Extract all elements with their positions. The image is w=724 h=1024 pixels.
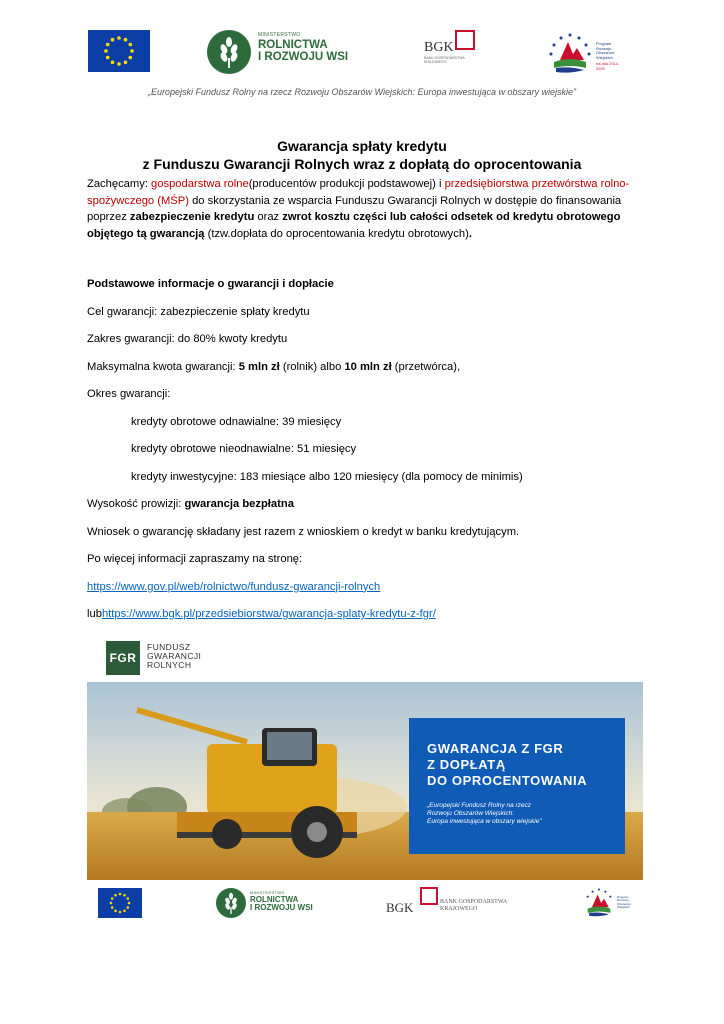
footer-ministry-text <box>250 891 330 912</box>
link-line-1 <box>87 579 642 607</box>
ministry-line2: I ROZWOJU WSI <box>258 50 349 63</box>
prow-emblem-icon <box>546 30 594 78</box>
intro-highlight-processing: przedsiębiorstwa przetwórstwa rolno-spożywczego (MŚP) <box>87 178 630 207</box>
banner-sub3: Europa inwestująca w obszary wiejskie” <box>427 818 542 825</box>
footer-ministry-line1: ROLNICTWA <box>250 895 299 904</box>
info-cel: Cel gwarancji: zabezpieczenie spłaty kredytu <box>87 305 310 318</box>
title-line2: z Funduszu Gwarancji Rolnych wraz z dopłatą do oprocentowania <box>142 156 582 172</box>
footer-prow-emblem-icon <box>582 886 616 920</box>
info-section <box>87 276 642 634</box>
bgk-square-icon <box>455 30 475 50</box>
prowizja-value: gwarancja bezpłatna <box>184 498 294 510</box>
ministry-small: MINISTERSTWO <box>258 32 301 38</box>
max-text-3: (przetwórca), <box>391 360 461 373</box>
title-line1: Gwarancja spłaty kredytu <box>277 138 447 154</box>
footer-ministry-wheat-icon <box>216 888 246 918</box>
footer-eu-flag-logo <box>98 888 142 918</box>
max-bold-2: 10 mln zł <box>344 360 392 373</box>
intro-text-2: (producentów produkcji podstawowej) i <box>248 178 445 190</box>
okres-item-3: kredyty inwestycyjne: 183 miesiące albo 120 miesięcy (dla pomocy de minimis) <box>131 470 523 483</box>
footer-ministry-line2: I ROZWOJU WSI <box>250 903 313 912</box>
okres-item-1: kredyty obrotowe odnawialne: 39 miesięcy <box>131 415 342 428</box>
footer-prow-text: Program Rozwoju Obszarów Wiejskich <box>617 895 631 910</box>
intro-text-1: Zachęcamy: <box>87 178 152 190</box>
intro-text-5: (tzw.dopłata do oprocentowania kredytu obrotowych) <box>204 227 469 240</box>
banner-line1: GWARANCJA Z FGR <box>427 741 564 756</box>
eu-flag-logo <box>88 30 150 72</box>
banner-blue-box <box>409 718 625 854</box>
info-zakres: Zakres gwarancji: do 80% kwoty kredytu <box>87 333 288 345</box>
bgk-logo-sub: BANK GOSPODARSTWA KRAJOWEGO <box>424 56 465 64</box>
prow-years: na lata 2014-2020 <box>596 61 620 71</box>
intro-paragraph <box>87 176 642 242</box>
bgk-logo-mark: BGK <box>424 40 454 55</box>
info-heading: Podstawowe informacje o gwarancji i dopłacie <box>87 278 334 290</box>
footer-bgk-square-icon <box>420 887 438 905</box>
banner-sub2: Rozwoju Obszarów Wiejskich: <box>427 810 514 817</box>
link-bgk[interactable]: https://www.bgk.pl/przedsiebiorstwa/gwarancja-splaty-kredytu-z-fgr/ <box>101 608 436 620</box>
fgr-l3: ROLNYCH <box>147 660 192 670</box>
intro-text-3: do skorzystania ze wsparcia Funduszu Gwarancji Rolnych w dostępie do finansowania poprzez <box>87 194 622 223</box>
link-lub: lub <box>87 608 102 620</box>
intro-bold-2: zwrot kosztu części lub całości odsetek od kredytu obrotowego objętego tą gwarancją <box>87 211 621 240</box>
banner-sub1: „Europejski Fundusz Rolny na rzecz <box>427 802 532 809</box>
intro-text-4: oraz <box>254 211 283 223</box>
intro-dot: . <box>468 227 472 240</box>
fgr-l1: FUNDUSZ <box>147 642 191 652</box>
banner-line2: Z DOPŁATĄ <box>427 757 506 772</box>
footer-bgk-l1: BANK GOSPODARSTWA <box>440 899 508 905</box>
prow-logo-text <box>596 42 622 72</box>
ministry-wheat-icon <box>207 30 251 74</box>
prow-name: Program Rozwoju Obszarów Wiejskich <box>596 41 615 60</box>
prowizja-label: Wysokość prowizji: <box>87 498 185 510</box>
info-prowizja <box>87 496 642 524</box>
fgr-logo-box: FGR <box>106 641 140 675</box>
banner-line3: DO OPROCENTOWANIA <box>427 773 588 788</box>
max-bold-1: 5 mln zł <box>238 360 280 373</box>
banner <box>87 682 643 880</box>
page-title <box>0 137 724 173</box>
ministry-line1: ROLNICTWA <box>258 39 328 51</box>
link-line-2 <box>87 606 642 634</box>
info-wniosek: Wniosek o gwarancję składany jest razem z wnioskiem o kredyt w banku kredytującym. <box>87 525 520 538</box>
intro-highlight-farms: gospodarstwa rolne <box>151 178 249 190</box>
footer-bgk-mark: BGK <box>386 900 414 915</box>
fgr-logo-text <box>147 643 201 670</box>
tagline: „Europejski Fundusz Rolny na rzecz Rozwoju Obszarów Wiejskich: Europa inwestująca w obszary wiejskie” <box>147 87 577 97</box>
link-gov[interactable]: https://www.gov.pl/web/rolnictwo/fundusz-gwarancji-rolnych <box>87 580 381 593</box>
max-text-1: Maksymalna kwota gwarancji: <box>87 360 239 373</box>
info-okres: Okres gwarancji: <box>87 388 171 400</box>
fgr-l2: GWARANCJI <box>147 651 202 661</box>
max-text-2: (rolnik) albo <box>279 360 345 373</box>
info-max <box>87 359 642 387</box>
info-more: Po więcej informacji zapraszamy na stronę: <box>87 553 303 565</box>
footer-bgk-l2: KRAJOWEGO <box>440 906 478 912</box>
intro-bold-1: zabezpieczenie kredytu <box>129 211 255 223</box>
main-content <box>87 176 642 242</box>
ministry-logo-text <box>258 33 368 63</box>
footer-bgk-text <box>440 899 507 913</box>
footer-ministry-small: MINISTERSTWO <box>250 890 285 895</box>
okres-item-2: kredyty obrotowe nieodnawialne: 51 miesięcy <box>131 443 357 455</box>
